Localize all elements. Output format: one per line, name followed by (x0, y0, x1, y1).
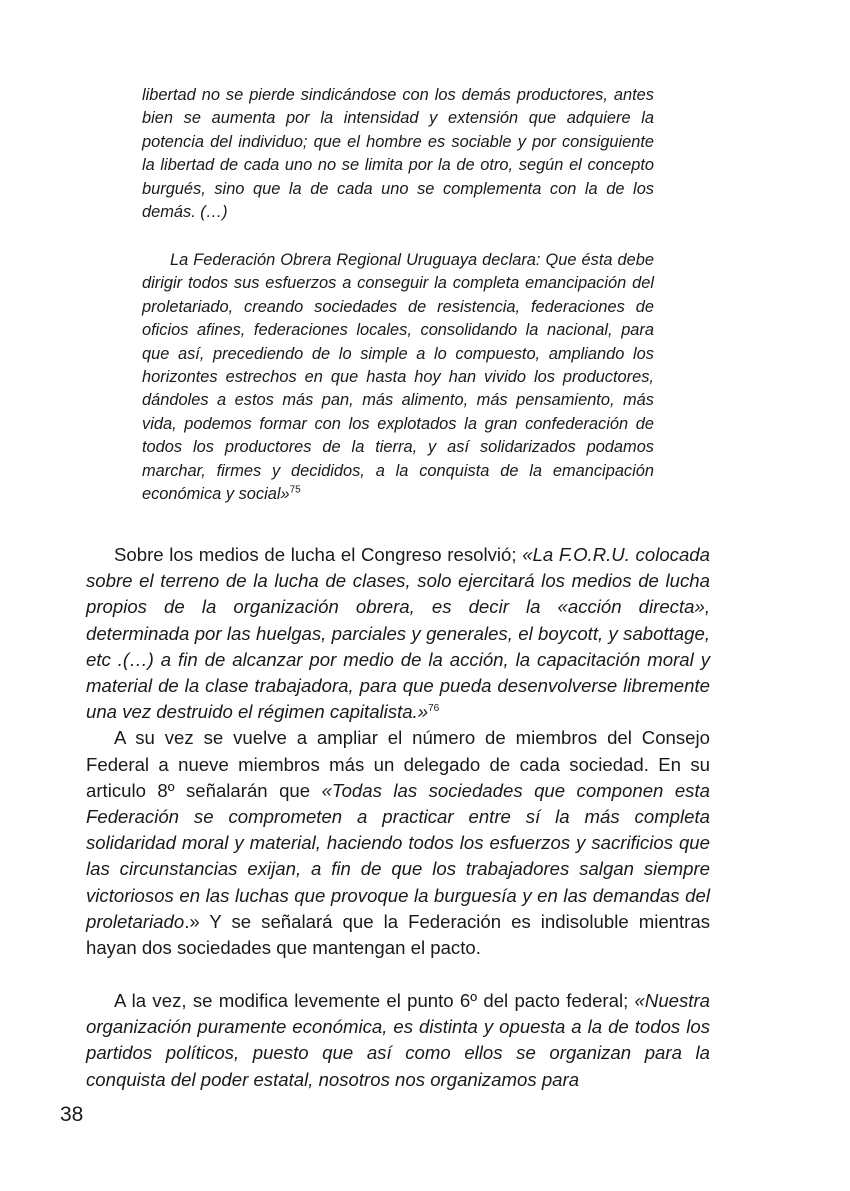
inline-quote: «Nuestra organización puramente económica, es distinta y opuesta a la de todos los partidos políticos, puesto que así como ellos se organizan para la conquista del poder estatal, nosotros nos organizamos para (86, 990, 710, 1090)
body-text-upper (86, 542, 710, 961)
body-paragraph (86, 725, 710, 961)
paragraph-tail: .» Y se señalará que la Federación es indisoluble mientras hayan dos sociedades que mantengan el pacto. (86, 910, 710, 959)
block-quote-declaration (142, 249, 654, 506)
footnote-marker: 76 (428, 703, 440, 715)
quote-paragraph (142, 249, 654, 506)
quote-text: La Federación Obrera Regional Uruguaya declara: Que ésta debe dirigir todos sus esfuerzos a conseguir la completa emancipación del proletariado, creando sociedades de resistencia, federaciones de oficios afines, federaciones locales, consolidando la nacional, para que así, precediendo de lo simple a lo compuesto, ampliando los horizontes estrechos en que hasta hoy han vivido los productores, dándoles a estos más pan, más alimento, más pensamiento, más vida, podemos formar con los explotados la gran confederación de todos los productores de la tierra, y así solidarizados podamos marchar, firmes y decididos, a la conquista de la emancipación económica y social» (142, 251, 654, 504)
inline-quote: «La F.O.R.U. colocada sobre el terreno de la lucha de clases, solo ejercitará los medios de lucha propios de la organización obrera, es decir la «acción directa», determinada por las huelgas, parciales y generales, el boycott, y sabottage, etc .(…) a fin de alcanzar por medio de la acción, la capacitación moral y material de la clase trabajadora, para que pueda desenvolverse libremente una vez destruido el régimen capitalista.» (86, 544, 710, 723)
body-paragraph (86, 988, 710, 1093)
body-text-lower (86, 988, 710, 1093)
footnote-marker: 75 (289, 484, 301, 496)
quote-paragraph: libertad no se pierde sindicándose con los demás productores, antes bien se aumenta por la intensidad y extensión que adquiere la potencia del individuo; que el hombre es sociable y por consiguiente la libertad de cada uno no se limita por la de otro, según el concepto burgués, sino que la de cada uno se complementa con la de los demás. (…) (142, 86, 654, 222)
paragraph-lead: A la vez, se modifica levemente el punto 6º del pacto federal; (114, 990, 635, 1011)
inline-quote: «Todas las sociedades que componen esta Federación se comprometen a practicar entre sí la más completa solidaridad moral y material, haciendo todos los esfuerzos y sacrificios que las circunstancias exijan, a fin de que los trabajadores salgan siempre victoriosos en las luchas que provoque la burguesía y en las demandas del proletariado (86, 779, 710, 932)
block-quote-continued (142, 84, 654, 224)
paragraph-lead: Sobre los medios de lucha el Congreso resolvió; (114, 544, 523, 565)
paragraph-lead: A su vez se vuelve a ampliar el número de miembros del Consejo Federal a nueve miembros más un delegado de cada sociedad. En su articulo 8º señalarán que (86, 727, 710, 801)
page-number: 38 (60, 1103, 84, 1126)
body-paragraph (86, 542, 710, 725)
